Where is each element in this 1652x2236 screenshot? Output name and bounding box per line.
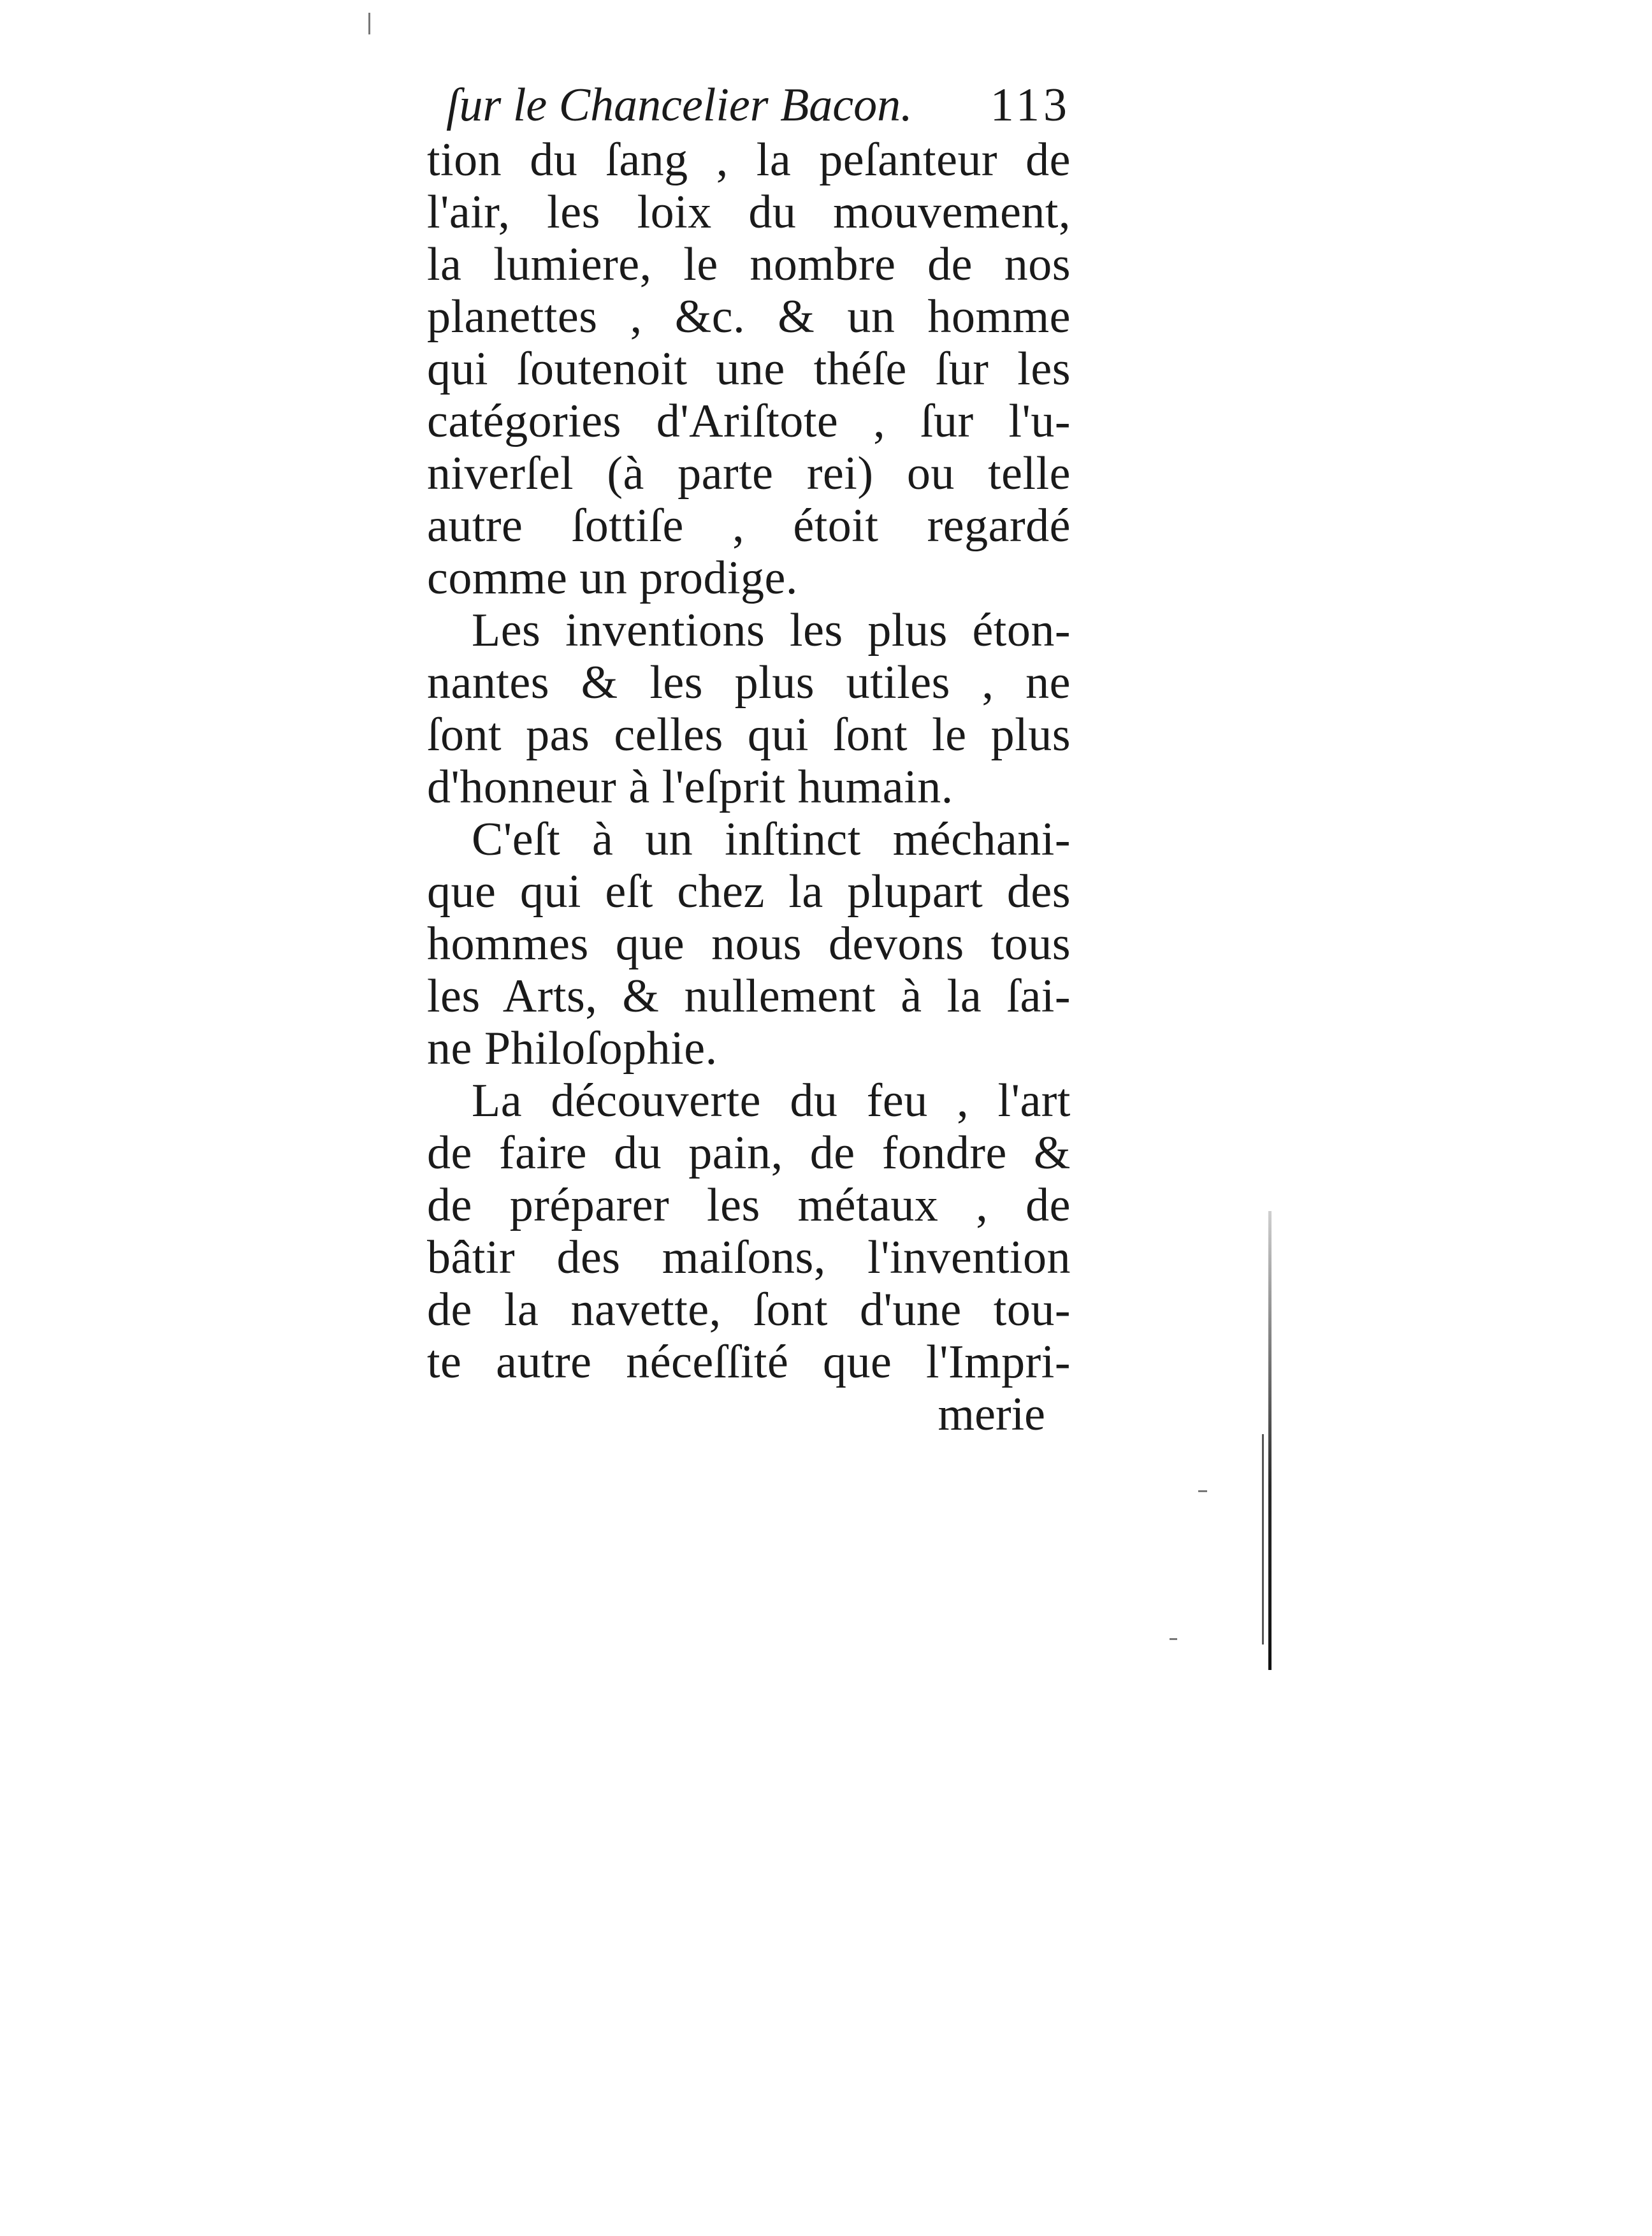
scan-speck — [368, 13, 370, 34]
running-title: ſur le Chancelier Bacon. — [446, 79, 913, 131]
text-line: de préparer les métaux , de — [427, 1179, 1071, 1231]
text-line: planettes , &c. & un homme — [427, 291, 1071, 343]
text-line: tion du ſang , la peſanteur de — [427, 134, 1071, 186]
scan-speck — [1198, 1490, 1207, 1492]
text-line: les Arts, & nullement à la ſai- — [427, 970, 1071, 1022]
text-line: comme un prodige. — [427, 552, 798, 604]
text-line: niverſel (à parte rei) ou telle — [427, 447, 1071, 500]
text-line: la lumiere, le nombre de nos — [427, 238, 1071, 291]
page-number: 113 — [990, 79, 1071, 131]
text-line: ſont pas celles qui ſont le plus — [427, 709, 1071, 761]
page-edge-shadow — [1268, 1211, 1272, 1670]
page-edge-shadow — [1262, 1434, 1264, 1644]
text-line: te autre néceſſité que l'Impri- — [427, 1336, 1071, 1388]
scan-speck — [1170, 1638, 1177, 1640]
text-line: catégories d'Ariſtote , ſur l'u- — [427, 395, 1071, 447]
text-line: autre ſottiſe , étoit regardé — [427, 500, 1071, 552]
page-text-block — [427, 76, 1071, 1441]
text-line: hommes que nous devons tous — [427, 918, 1071, 970]
text-line: d'honneur à l'eſprit humain. — [427, 761, 953, 813]
text-line: La découverte du feu , l'art — [472, 1075, 1071, 1127]
text-line: qui ſoutenoit une théſe ſur les — [427, 343, 1071, 395]
text-line: de la navette, ſont d'une tou- — [427, 1284, 1071, 1336]
text-line: nantes & les plus utiles , ne — [427, 657, 1071, 709]
text-line: de faire du pain, de fondre & — [427, 1127, 1071, 1179]
text-line: ne Philoſophie. — [427, 1022, 718, 1075]
catchword: merie — [938, 1388, 1045, 1441]
text-line: l'air, les loix du mouvement, — [427, 186, 1071, 238]
text-line: Les inventions les plus éton- — [472, 604, 1071, 657]
text-line: que qui eſt chez la plupart des — [427, 866, 1071, 918]
text-line: C'eſt à un inſtinct méchani- — [472, 813, 1071, 866]
running-head — [427, 76, 1071, 134]
text-line: bâtir des maiſons, l'invention — [427, 1231, 1071, 1284]
